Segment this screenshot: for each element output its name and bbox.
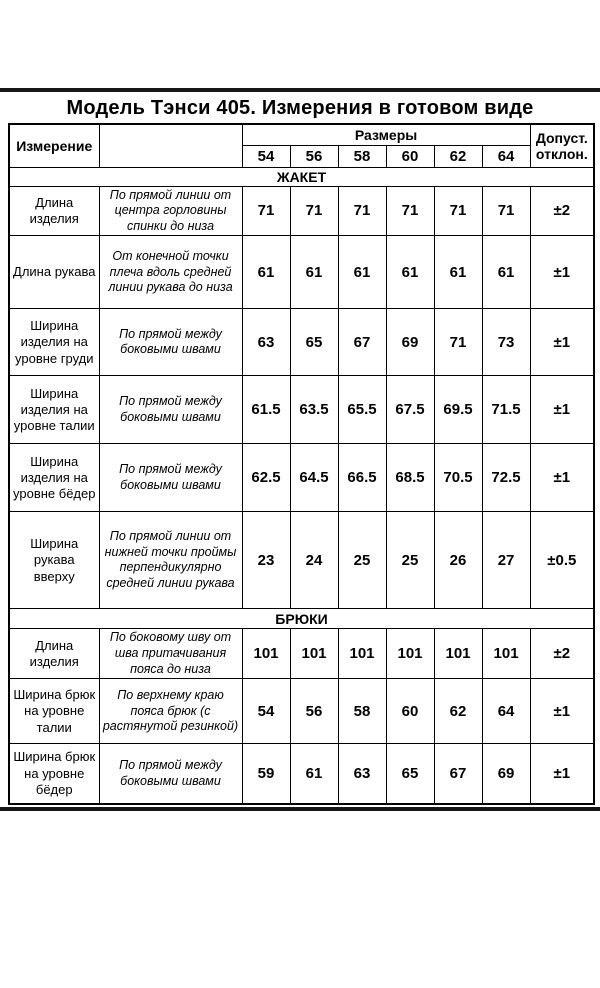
measurement-description: По прямой между боковыми швами: [99, 444, 242, 512]
value-cell: 23: [242, 512, 290, 609]
value-cell: 71: [290, 186, 338, 236]
top-divider: [0, 88, 600, 92]
measurement-description: По прямой между боковыми швами: [99, 309, 242, 376]
value-cell: 54: [242, 679, 290, 744]
measurement-description: По прямой между боковыми швами: [99, 376, 242, 444]
value-cell: 25: [338, 512, 386, 609]
table-row: [9, 512, 594, 609]
value-cell: 67.5: [386, 376, 434, 444]
value-cell: 65: [290, 309, 338, 376]
value-cell: 61.5: [242, 376, 290, 444]
value-cell: 71: [242, 186, 290, 236]
value-cell: 63: [338, 744, 386, 804]
col-header-tolerance: [530, 124, 594, 167]
measurement-description: По верхнему краю пояса брюк (с растянутой резинкой): [99, 679, 242, 744]
value-cell: 56: [290, 679, 338, 744]
value-cell: 71: [434, 309, 482, 376]
value-cell: 101: [386, 629, 434, 679]
value-cell: 58: [338, 679, 386, 744]
size-header-60: 60: [386, 145, 434, 167]
tolerance-cell: ±1: [530, 444, 594, 512]
value-cell: 61: [386, 236, 434, 309]
col-header-description-empty: [99, 124, 242, 167]
measurement-label: Ширина изделия на уровне груди: [9, 309, 99, 376]
value-cell: 69: [386, 309, 434, 376]
measurement-label: Ширина брюк на уровне бёдер: [9, 744, 99, 804]
measurements-table: [8, 123, 595, 805]
tolerance-cell: ±1: [530, 744, 594, 804]
value-cell: 61: [338, 236, 386, 309]
value-cell: 101: [482, 629, 530, 679]
value-cell: 73: [482, 309, 530, 376]
table-row: [9, 186, 594, 236]
size-header-54: 54: [242, 145, 290, 167]
bottom-divider: [0, 807, 600, 811]
measurement-description: По прямой линии от центра горловины спинки до низа: [99, 186, 242, 236]
measurement-label: Ширина брюк на уровне талии: [9, 679, 99, 744]
table-row: [9, 744, 594, 804]
tolerance-header-line2: отклон.: [535, 145, 588, 162]
value-cell: 60: [386, 679, 434, 744]
tolerance-cell: ±2: [530, 629, 594, 679]
table-row: [9, 444, 594, 512]
tolerance-header-line1: Допуст.: [535, 129, 588, 146]
value-cell: 71: [338, 186, 386, 236]
value-cell: 69.5: [434, 376, 482, 444]
measurement-description: По прямой между боковыми швами: [99, 744, 242, 804]
table-row: [9, 376, 594, 444]
value-cell: 61: [242, 236, 290, 309]
value-cell: 101: [242, 629, 290, 679]
table-row: [9, 679, 594, 744]
value-cell: 67: [338, 309, 386, 376]
measurement-description: По прямой линии от нижней точки проймы перпендикулярно средней линии рукава: [99, 512, 242, 609]
measurement-label: Ширина рукава вверху: [9, 512, 99, 609]
measurement-label: Ширина изделия на уровне талии: [9, 376, 99, 444]
measurement-label: Длина изделия: [9, 186, 99, 236]
section-header-trousers: [9, 609, 594, 629]
value-cell: 64: [482, 679, 530, 744]
page-title: Модель Тэнси 405. Измерения в готовом виде: [66, 97, 534, 119]
table-row: [9, 309, 594, 376]
value-cell: 59: [242, 744, 290, 804]
value-cell: 68.5: [386, 444, 434, 512]
value-cell: 67: [434, 744, 482, 804]
value-cell: 62: [434, 679, 482, 744]
measurement-label: Длина рукава: [9, 236, 99, 309]
table-row: [9, 629, 594, 679]
value-cell: 64.5: [290, 444, 338, 512]
value-cell: 63.5: [290, 376, 338, 444]
size-header-56: 56: [290, 145, 338, 167]
value-cell: 72.5: [482, 444, 530, 512]
measurement-label: Ширина изделия на уровне бёдер: [9, 444, 99, 512]
value-cell: 61: [290, 744, 338, 804]
tolerance-cell: ±2: [530, 186, 594, 236]
measurement-description: От конечной точки плеча вдоль средней линии рукава до низа: [99, 236, 242, 309]
value-cell: 62.5: [242, 444, 290, 512]
value-cell: 65.5: [338, 376, 386, 444]
value-cell: 101: [338, 629, 386, 679]
section-title-jacket: ЖАКЕТ: [9, 167, 594, 186]
value-cell: 25: [386, 512, 434, 609]
table-row: [9, 236, 594, 309]
measurement-label: Длина изделия: [9, 629, 99, 679]
value-cell: 65: [386, 744, 434, 804]
measurement-description: По боковому шву от шва притачивания пояса до низа: [99, 629, 242, 679]
value-cell: 71: [386, 186, 434, 236]
tolerance-cell: ±1: [530, 236, 594, 309]
value-cell: 70.5: [434, 444, 482, 512]
size-header-64: 64: [482, 145, 530, 167]
value-cell: 69: [482, 744, 530, 804]
tolerance-cell: ±0.5: [530, 512, 594, 609]
value-cell: 71: [434, 186, 482, 236]
col-header-sizes: Размеры: [242, 124, 530, 145]
tolerance-cell: ±1: [530, 309, 594, 376]
size-header-58: 58: [338, 145, 386, 167]
value-cell: 61: [434, 236, 482, 309]
value-cell: 61: [482, 236, 530, 309]
value-cell: 26: [434, 512, 482, 609]
value-cell: 101: [290, 629, 338, 679]
value-cell: 101: [434, 629, 482, 679]
tolerance-cell: ±1: [530, 376, 594, 444]
value-cell: 24: [290, 512, 338, 609]
value-cell: 66.5: [338, 444, 386, 512]
size-header-62: 62: [434, 145, 482, 167]
col-header-measurement: Измерение: [9, 124, 99, 167]
tolerance-cell: ±1: [530, 679, 594, 744]
section-title-trousers: БРЮКИ: [9, 609, 594, 629]
value-cell: 63: [242, 309, 290, 376]
value-cell: 61: [290, 236, 338, 309]
value-cell: 71.5: [482, 376, 530, 444]
section-header-jacket: [9, 167, 594, 186]
value-cell: 27: [482, 512, 530, 609]
value-cell: 71: [482, 186, 530, 236]
